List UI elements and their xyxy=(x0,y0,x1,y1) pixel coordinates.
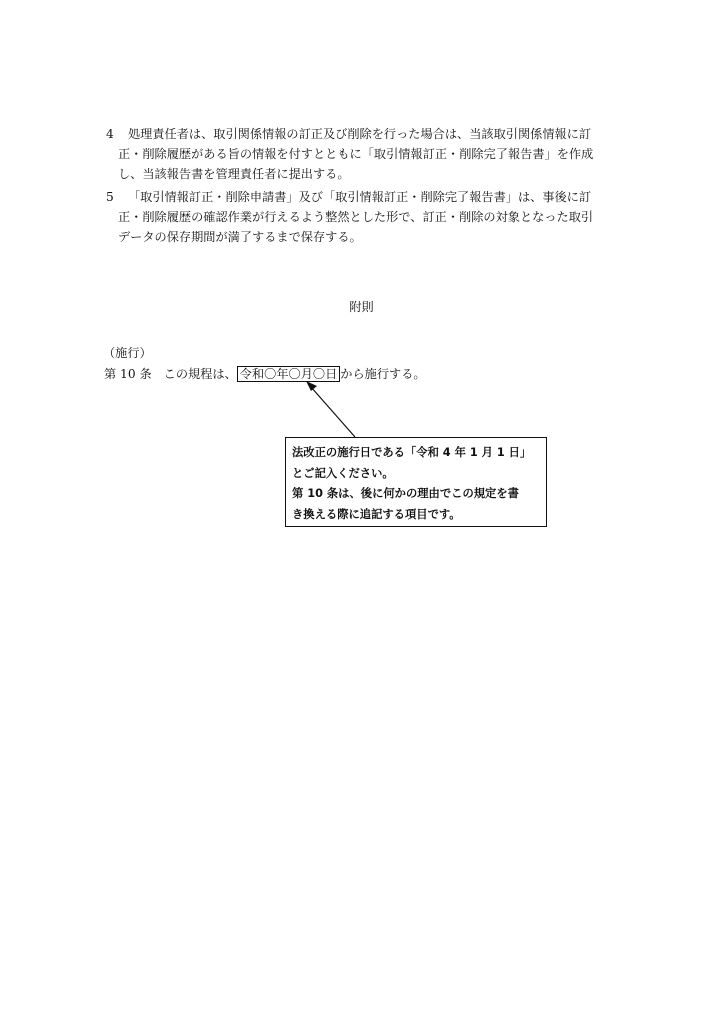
paragraph-line: し、当該報告書を管理責任者に提出する。 xyxy=(118,167,350,181)
date-placeholder-box: 令和〇年〇月〇日 xyxy=(237,366,341,382)
paragraph-4 xyxy=(106,124,626,184)
appendix-heading: 附則 xyxy=(349,300,374,314)
paragraph-5 xyxy=(106,187,626,247)
paragraph-number: 4 xyxy=(106,127,114,141)
paragraph-number: 5 xyxy=(106,190,114,204)
paragraph-line: 正・削除履歴の確認作業が行えるよう整然とした形で、訂正・削除の対象となった取引 xyxy=(118,210,594,224)
article-text-after: から施行する。 xyxy=(340,367,426,381)
article-caption: （施行） xyxy=(103,346,152,360)
callout-line: とご記入ください。 xyxy=(292,466,394,480)
article-text-before: この規程は、 xyxy=(163,367,237,381)
paragraph-line: データの保存期間が満了するまで保存する。 xyxy=(118,230,362,244)
paragraph-line: 正・削除履歴がある旨の情報を付すとともに「取引情報訂正・削除完了報告書」を作成 xyxy=(118,147,594,161)
paragraph-line: 処理責任者は、取引関係情報の訂正及び削除を行った場合は、当該取引関係情報に訂 xyxy=(128,127,592,141)
callout-line: 第 10 条は、後に何かの理由でこの規定を書 xyxy=(292,487,519,500)
callout-line: 法改正の施行日である「令和 4 年 1 月 1 日」 xyxy=(292,446,532,459)
callout-line: き換える際に追記する項目です。 xyxy=(292,507,461,521)
article-10 xyxy=(104,365,426,382)
paragraph-line: 「取引情報訂正・削除申請書」及び「取引情報訂正・削除完了報告書」は、事後に訂 xyxy=(128,190,592,204)
article-label: 第 10 条 xyxy=(104,367,152,381)
callout-note xyxy=(285,437,547,527)
